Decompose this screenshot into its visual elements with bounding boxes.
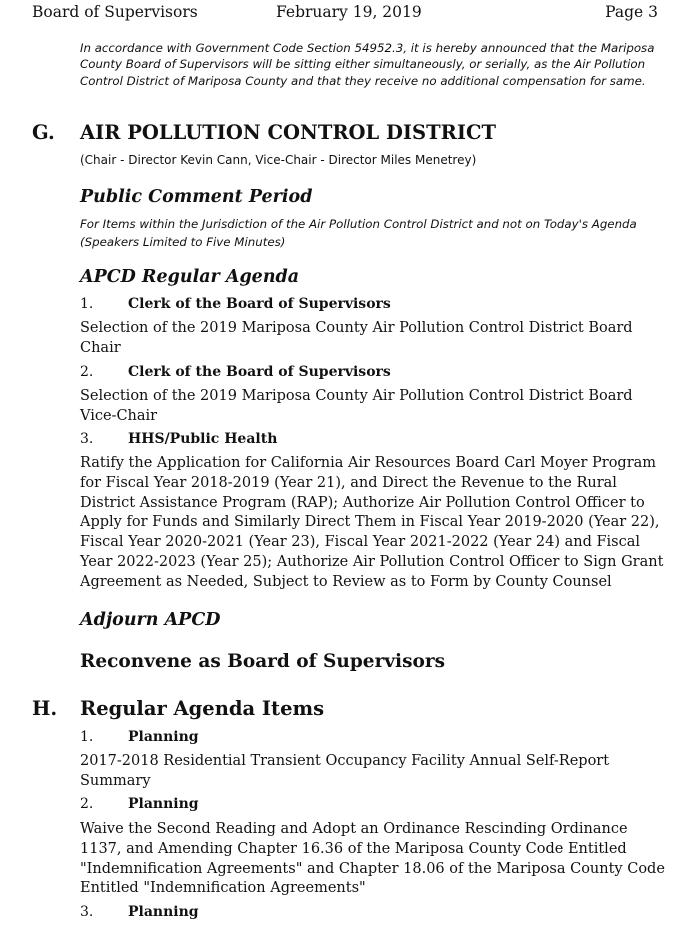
regular-item-2-description: Waive the Second Reading and Adopt an Ordinance Rescinding Ordinance 1137, and Amending Chapter 16.36 of the Mariposa County Code Entitled "Indemnification Agreements" and Chapter 18.06 of the Mariposa County Code Entitled "Indemnification Agreements" — [80, 821, 665, 897]
reconvene-heading: Reconvene as Board of Supervisors — [80, 651, 446, 672]
apcd-item-3-description: Ratify the Application for California Air Resources Board Carl Moyer Program for Fiscal Year 2018-2019 (Year 21), and Direct the Revenue to the Rural District Assistance Program (RAP); Authorize Air Pollution Control Officer to Apply for Funds and Similarly Direct Them in Fiscal Year 2019-2020 (Year 22), Fiscal Year 2020-2021 (Year 23), Fiscal Year 2021-2022 (Year 24) and Fiscal Year 2022-2023 (Year 25); Authorize Air Pollution Control Officer to Sign Grant Agreement as Needed, Subject to Review as to Form by County Counsel — [80, 455, 664, 590]
apcd-item-1-description: Selection of the 2019 Mariposa County Air Pollution Control District Board Chair — [80, 320, 633, 356]
regular-item-1-description: 2017-2018 Residential Transient Occupancy Facility Annual Self-Report Summary — [80, 753, 610, 789]
regular-item-3-number: 3. — [80, 904, 94, 920]
apcd-item-3-department: HHS/Public Health — [128, 431, 278, 447]
apcd-item-2-number: 2. — [80, 364, 94, 380]
section-g-title: AIR POLLUTION CONTROL DISTRICT — [80, 121, 497, 144]
apcd-item-3-number: 3. — [80, 431, 94, 447]
apcd-item-1-number: 1. — [80, 296, 94, 312]
apcd-item-1-department: Clerk of the Board of Supervisors — [128, 296, 391, 312]
regular-item-2-department: Planning — [128, 796, 199, 812]
regular-item-3-department: Planning — [128, 904, 199, 920]
adjourn-apcd-heading: Adjourn APCD — [80, 610, 221, 630]
section-h-letter: H. — [32, 697, 58, 720]
section-g-chair-line: (Chair - Director Kevin Cann, Vice-Chair - Director Miles Menetrey) — [80, 153, 477, 167]
section-g-letter: G. — [32, 121, 55, 144]
regular-item-2-number: 2. — [80, 796, 94, 812]
public-comment-note: For Items within the Jurisdiction of the Air Pollution Control District and not on Today's Agenda (Speakers Limited to Five Minutes) — [80, 217, 637, 249]
header-date: February 19, 2019 — [276, 3, 422, 21]
section-h-title: Regular Agenda Items — [80, 697, 325, 720]
apcd-notice: In accordance with Government Code Section 54952.3, it is hereby announced that the Mariposa County Board of Supervisors will be sitting either simultaneously, or serially, as the Air Pollution Control District of Mariposa County and that they receive no additional compensation for same. — [80, 41, 655, 88]
header-board-name: Board of Supervisors — [32, 3, 198, 21]
apcd-regular-agenda-heading: APCD Regular Agenda — [80, 267, 300, 287]
public-comment-heading: Public Comment Period — [80, 187, 313, 207]
header-page-number: Page 3 — [605, 3, 658, 21]
regular-item-1-department: Planning — [128, 729, 199, 745]
apcd-item-2-description: Selection of the 2019 Mariposa County Air Pollution Control District Board Vice-Chair — [80, 388, 633, 424]
apcd-item-2-department: Clerk of the Board of Supervisors — [128, 364, 391, 380]
regular-item-1-number: 1. — [80, 729, 94, 745]
